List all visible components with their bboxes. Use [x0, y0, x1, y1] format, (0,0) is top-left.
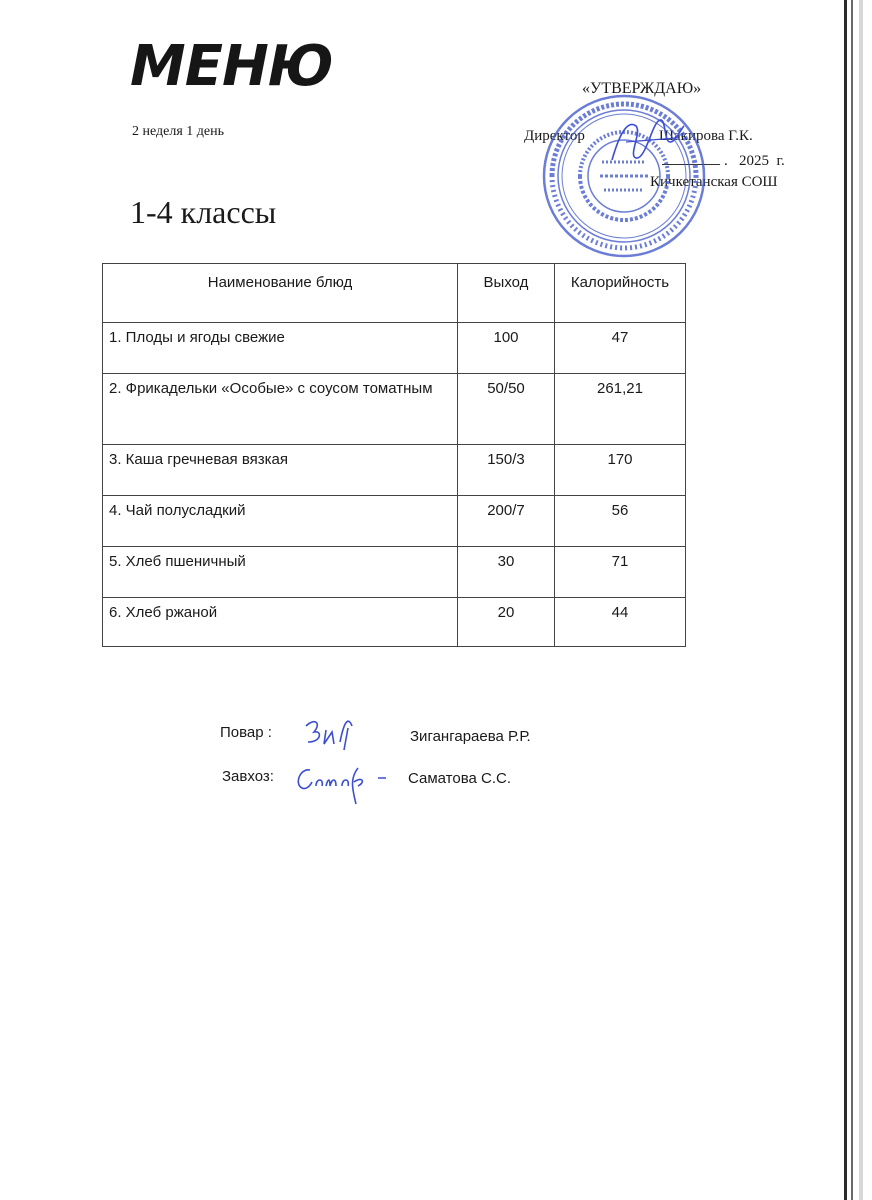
table-row: [103, 496, 686, 547]
director-name: Шакирова Г.К.: [658, 128, 753, 144]
date-separator: .: [724, 153, 728, 169]
table-row: [103, 547, 686, 598]
table-row: [103, 374, 686, 445]
dish-name: 1. Плоды и ягоды свежие: [103, 323, 458, 374]
table-row: [103, 445, 686, 496]
dish-yield: 50/50: [458, 374, 555, 445]
dish-calories: 261,21: [555, 374, 686, 445]
dish-name: 4. Чай полусладкий: [103, 496, 458, 547]
storekeeper-signature: [292, 758, 396, 808]
menu-table: [102, 263, 686, 647]
dish-calories: 47: [555, 323, 686, 374]
storekeeper-name: Саматова С.С.: [408, 770, 512, 787]
dish-yield: 100: [458, 323, 555, 374]
school-name: Кичкетанская СОШ: [650, 174, 778, 190]
dish-calories: 56: [555, 496, 686, 547]
table-row: [103, 598, 686, 647]
cook-signature: [300, 712, 370, 752]
scan-edge: [842, 0, 872, 1200]
dish-name: 6. Хлеб ржаной: [103, 598, 458, 647]
dish-yield: 30: [458, 547, 555, 598]
dish-yield: 200/7: [458, 496, 555, 547]
dish-calories: 170: [555, 445, 686, 496]
dish-yield: 20: [458, 598, 555, 647]
dish-yield: 150/3: [458, 445, 555, 496]
dish-calories: 71: [555, 547, 686, 598]
cook-label: Повар :: [220, 724, 272, 741]
dish-name: 2. Фрикадельки «Особые» с соусом томатным: [103, 374, 458, 445]
header-dish: Наименование блюд: [103, 264, 458, 323]
dish-name: 3. Каша гречневая вязкая: [103, 445, 458, 496]
page-title: МЕНЮ: [130, 34, 333, 99]
storekeeper-label: Завхоз:: [222, 768, 274, 785]
dish-calories: 44: [555, 598, 686, 647]
header-yield: Выход: [458, 264, 555, 323]
approval-year: 2025: [739, 153, 769, 169]
approval-heading: «УТВЕРЖДАЮ»: [582, 80, 702, 97]
director-signature: [606, 112, 686, 172]
director-label: Директор: [524, 128, 585, 144]
cook-name: Зигангараева Р.Р.: [410, 728, 531, 745]
year-suffix: г.: [776, 153, 785, 169]
table-header-row: [103, 264, 686, 323]
header-calories: Калорийность: [555, 264, 686, 323]
table-row: [103, 323, 686, 374]
dish-name: 5. Хлеб пшеничный: [103, 547, 458, 598]
week-day-label: 2 неделя 1 день: [132, 124, 224, 139]
classes-heading: 1-4 классы: [130, 194, 277, 230]
